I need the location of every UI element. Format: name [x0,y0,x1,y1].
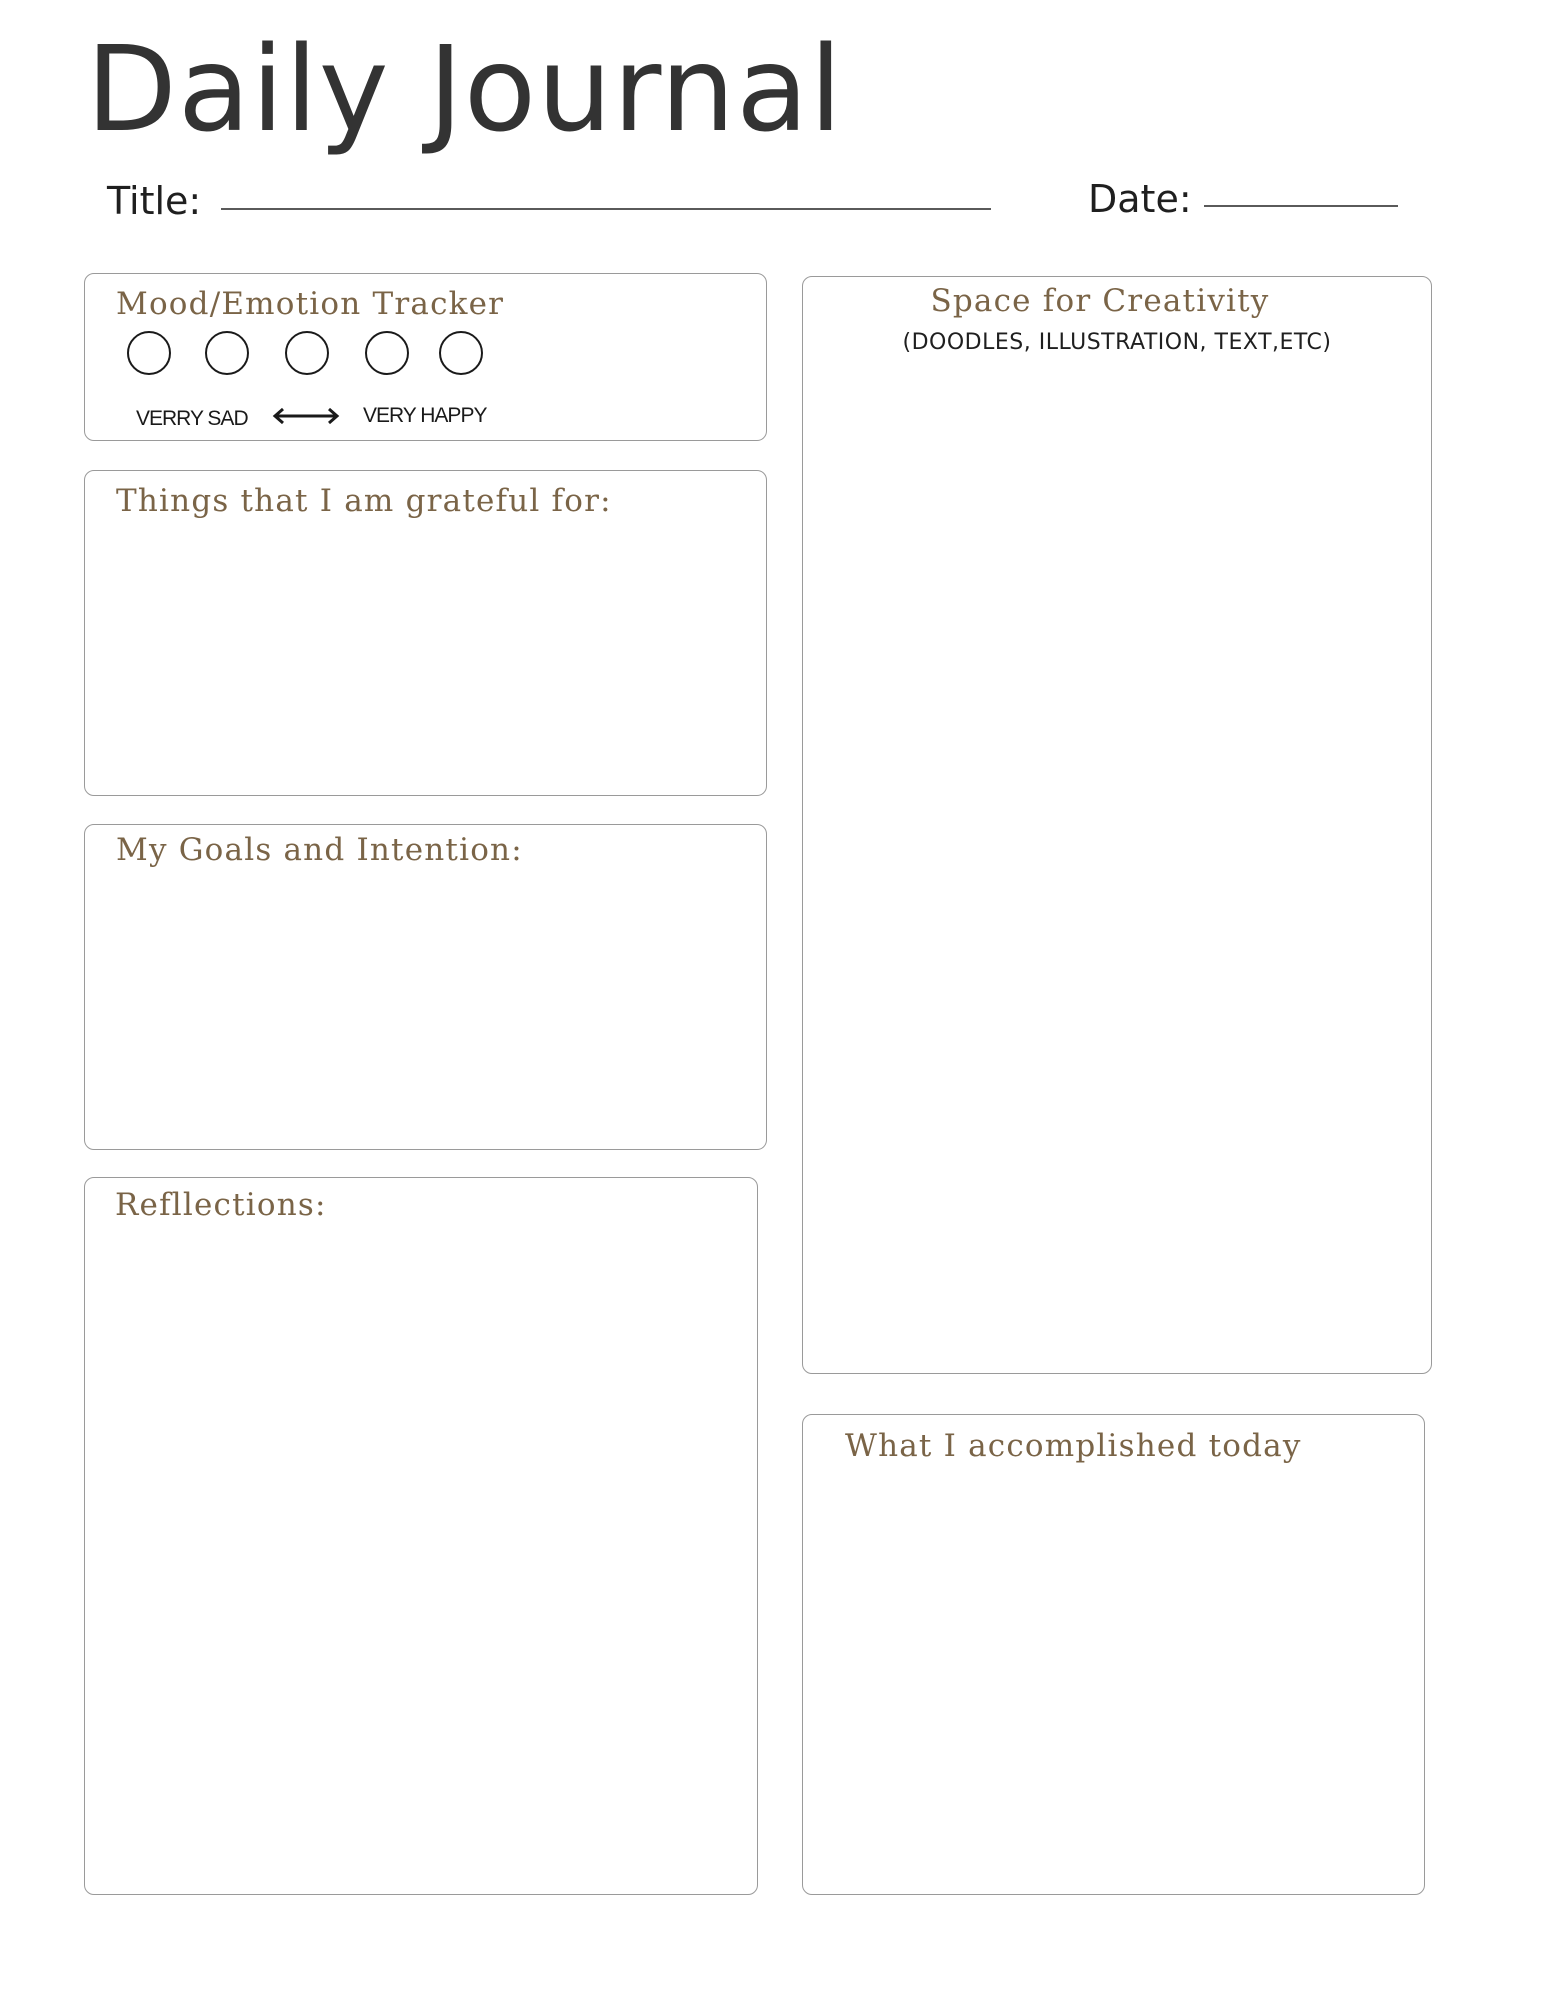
mood-tracker-heading: Mood/Emotion Tracker [116,286,505,322]
mood-option-3[interactable] [285,331,329,375]
mood-tracker-box [84,273,767,441]
double-arrow-icon [271,405,341,427]
creativity-box[interactable] [802,276,1432,1374]
goals-box[interactable] [84,824,767,1150]
page-title: Daily Journal [86,20,844,158]
grateful-heading: Things that I am grateful for: [116,483,612,519]
grateful-box[interactable] [84,470,767,796]
title-field-line[interactable] [221,208,991,210]
accomplished-box[interactable] [802,1414,1425,1895]
mood-scale-high-label: VERY HAPPY [363,404,487,427]
title-field-label: Title: [107,179,202,223]
date-field-label: Date: [1088,177,1192,221]
mood-option-1[interactable] [127,331,171,375]
reflections-heading: Refllections: [115,1187,327,1223]
creativity-subheading: (DOODLES, ILLUSTRATION, TEXT,ETC) [902,330,1332,355]
mood-option-2[interactable] [205,331,249,375]
mood-option-4[interactable] [365,331,409,375]
accomplished-heading: What I accomplished today [845,1428,1302,1464]
mood-option-5[interactable] [439,331,483,375]
date-field-line[interactable] [1204,205,1398,207]
creativity-heading: Space for Creativity [930,283,1270,319]
mood-scale-low-label: VERRY SAD [136,407,248,430]
goals-heading: My Goals and Intention: [116,832,523,868]
reflections-box[interactable] [84,1177,758,1895]
